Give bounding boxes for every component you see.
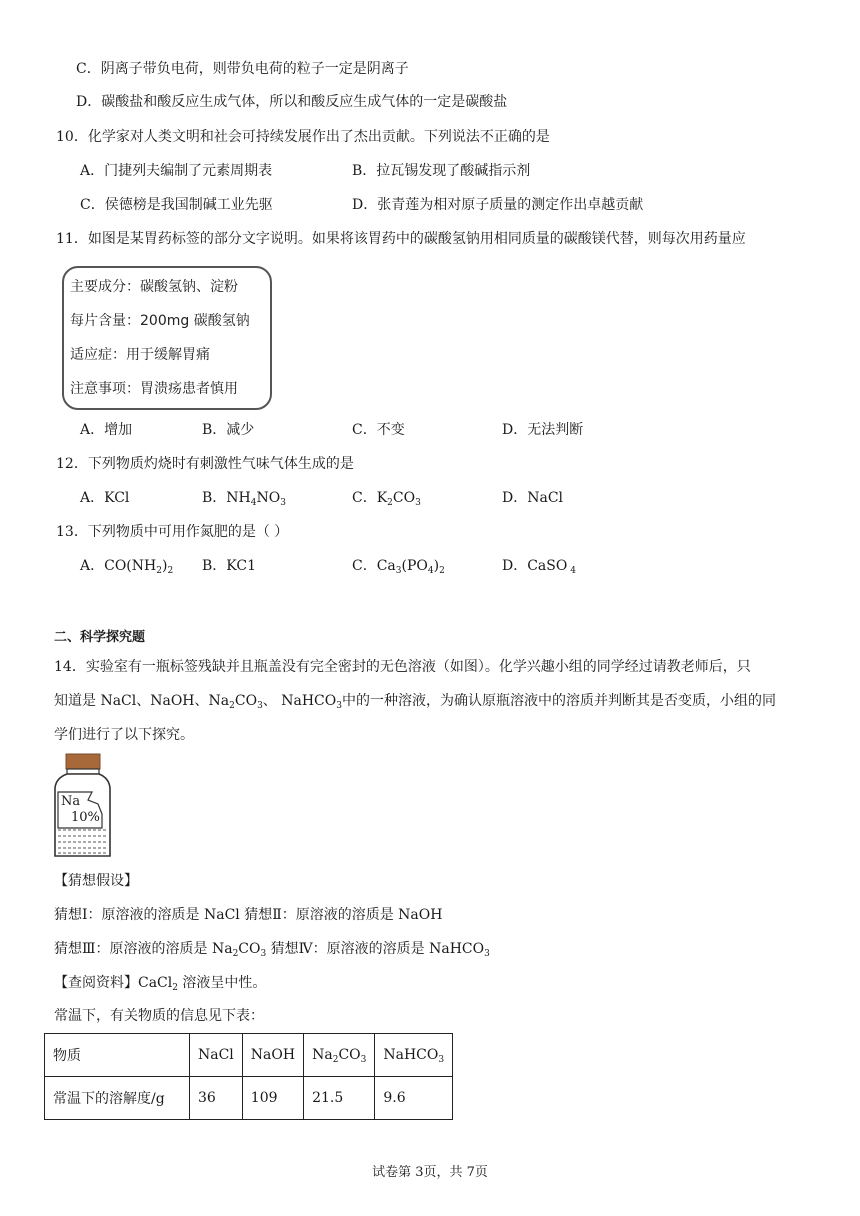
q12-stem: 12．下列物质灼烧时有刺激性气味气体生成的是 bbox=[56, 456, 354, 472]
table-cell: 21.5 bbox=[304, 1077, 375, 1120]
solubility-table bbox=[44, 1033, 453, 1120]
q12-option-c: C．$K_2CO_3$ bbox=[352, 490, 421, 508]
q13-option-a: A．$CO(NH_2)_2$ bbox=[80, 558, 174, 576]
q10-option-c: C．侯德榜是我国制碱工业先驱 bbox=[80, 197, 273, 213]
medicine-label-line: 主要成分：碳酸氢钠、淀粉 bbox=[70, 279, 238, 295]
reagent-bottle-image bbox=[52, 752, 114, 860]
table-row-label: 常温下的溶解度/g bbox=[45, 1077, 190, 1120]
table-header-cell: 物质 bbox=[45, 1034, 190, 1077]
hypothesis-1-2: 猜想Ⅰ：原溶液的溶质是 NaCl 猜想Ⅱ：原溶液的溶质是 NaOH bbox=[54, 907, 443, 923]
q13-option-c: C．$Ca_3(PO_4)_2$ bbox=[352, 558, 445, 576]
q12-option-a: A．KCl bbox=[80, 490, 130, 506]
q10-option-d: D．张青莲为相对原子质量的测定作出卓越贡献 bbox=[352, 197, 644, 213]
table-row bbox=[45, 1034, 453, 1077]
table-cell: 109 bbox=[242, 1077, 303, 1120]
table-cell: 36 bbox=[190, 1077, 243, 1120]
table-header-cell: NaHCO$_3$ bbox=[375, 1034, 453, 1077]
medicine-label-line: 每片含量：200mg 碳酸氢钠 bbox=[70, 313, 250, 329]
table-header-cell: NaOH bbox=[242, 1034, 303, 1077]
q14-stem-line3: 学们进行了以下探究。 bbox=[54, 727, 194, 743]
medicine-label-line: 适应症：用于缓解胃痛 bbox=[70, 347, 210, 363]
q11-option-a: A．增加 bbox=[80, 422, 133, 438]
table-row bbox=[45, 1077, 453, 1120]
q9-option-d: D．碳酸盐和酸反应生成气体，所以和酸反应生成气体的一定是碳酸盐 bbox=[76, 94, 508, 110]
q11-option-d: D．无法判断 bbox=[502, 422, 584, 438]
q13-option-b: B．KC1 bbox=[202, 558, 256, 574]
hypothesis-title: 【猜想假设】 bbox=[54, 873, 138, 889]
table-cell: 9.6 bbox=[375, 1077, 453, 1120]
q13-stem: 13．下列物质中可用作氮肥的是（ ） bbox=[56, 524, 289, 540]
q9-option-c: C．阴离子带负电荷，则带负电荷的粒子一定是阴离子 bbox=[76, 61, 409, 77]
table-header-cell: $Na_2CO_3$ bbox=[304, 1034, 375, 1077]
page-footer: 试卷第 3页，共 7页 bbox=[372, 1165, 488, 1180]
q10-stem: 10．化学家对人类文明和社会可持续发展作出了杰出贡献。下列说法不正确的是 bbox=[56, 129, 550, 145]
q13-option-d: D．CaSO $_4$ bbox=[502, 558, 576, 576]
medicine-label bbox=[62, 266, 272, 410]
q11-option-b: B．减少 bbox=[202, 422, 255, 438]
q12-option-b: B．$NH_4NO_3$ bbox=[202, 490, 286, 508]
section-title: 二、科学探究题 bbox=[54, 630, 146, 645]
q14-stem-line1: 14．实验室有一瓶标签残缺并且瓶盖没有完全密封的无色溶液（如图）。化学兴趣小组的同学经过请教老师后，只 bbox=[54, 659, 751, 675]
reference-note: 【查阅资料】CaCl$_2$ 溶液呈中性。 bbox=[54, 975, 267, 993]
q11-stem: 11．如图是某胃药标签的部分文字说明。如果将该胃药中的碳酸氢钠用相同质量的碳酸镁代替，则每次用药量应 bbox=[56, 231, 746, 247]
table-intro: 常温下，有关物质的信息见下表： bbox=[54, 1008, 264, 1024]
medicine-label-line: 注意事项：胃溃疡患者慎用 bbox=[70, 381, 238, 397]
q10-option-a: A．门捷列夫编制了元素周期表 bbox=[80, 163, 273, 179]
q11-option-c: C．不变 bbox=[352, 422, 405, 438]
table-header-cell: NaCl bbox=[190, 1034, 243, 1077]
hypothesis-3-4: 猜想Ⅲ：原溶液的溶质是 $Na_2CO_3$ 猜想Ⅳ：原溶液的溶质是 NaHCO$_3$ bbox=[54, 941, 490, 959]
bottle-label-text: Na bbox=[61, 794, 81, 809]
bottle-label-percent: 10% bbox=[71, 810, 100, 825]
q12-option-d: D．NaCl bbox=[502, 490, 564, 506]
q10-option-b: B．拉瓦锡发现了酸碱指示剂 bbox=[352, 163, 531, 179]
q14-stem-line2: 知道是 NaCl、NaOH、$Na_2CO_3$、 NaHCO$_3$中的一种溶液，为确认原瓶溶液中的溶质并判断其是否变质，小组的同 bbox=[54, 693, 776, 711]
